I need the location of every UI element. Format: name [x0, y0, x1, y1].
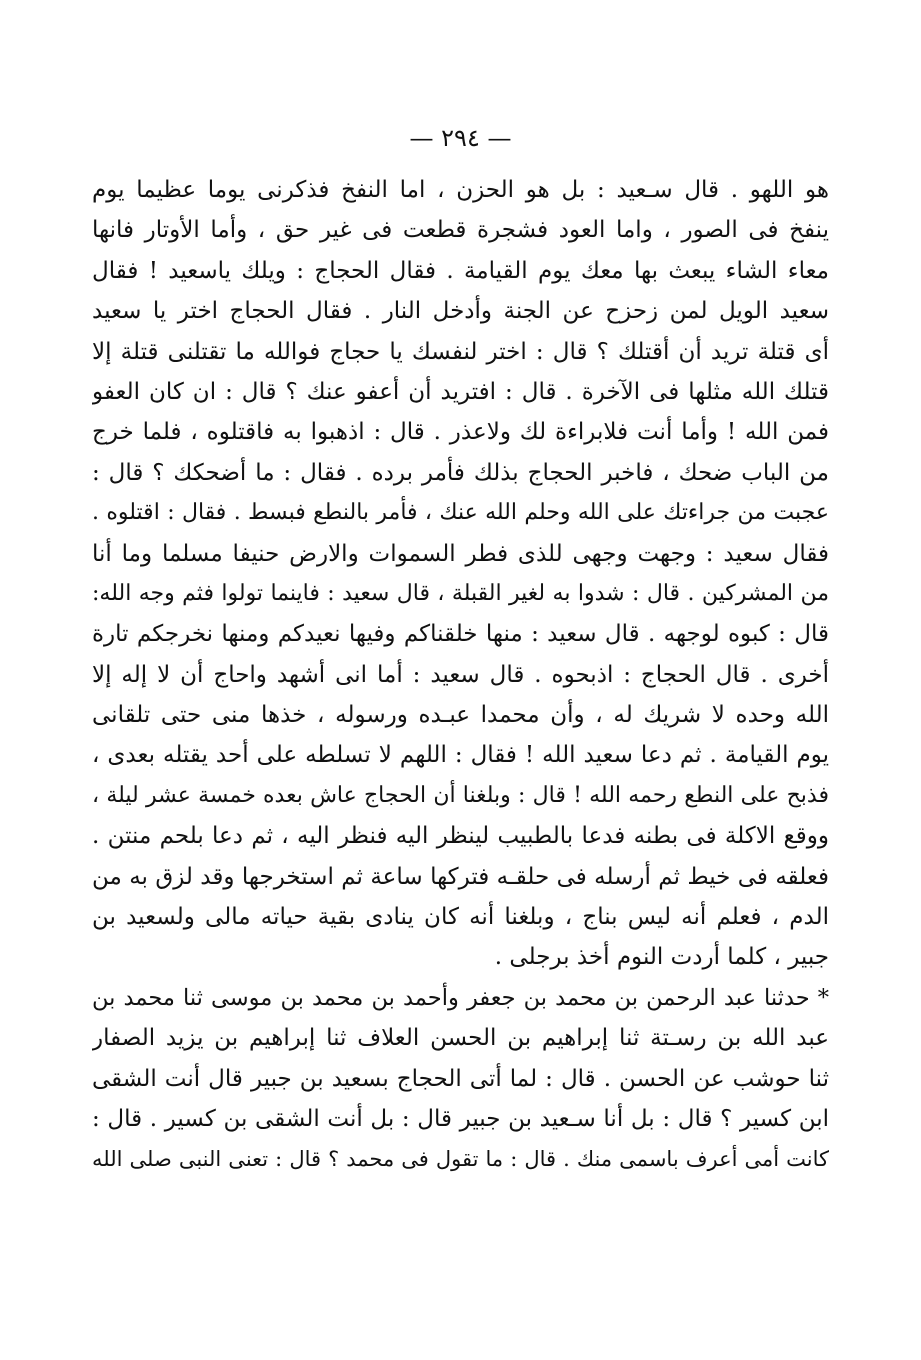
text-line: الدم ، فعلم أنه ليس بناج ، وبلغنا أنه كان ينادى بقية حياته مالى ولسعيد بن: [92, 904, 829, 931]
text-line: سعيد الويل لمن زحزح عن الجنة وأدخل النار . فقال الحجاج اختر يا سعيد: [92, 298, 829, 325]
page-number: — ٢٩٤ —: [409, 124, 512, 152]
text-line: فذبح على النطع رحمه الله ! قال : وبلغنا أن الحجاج عاش بعده خمسة عشر ليلة ،: [92, 782, 829, 808]
text-line: عجبت من جراءتك على الله وحلم الله عنك ، فأمر بالنطع فبسط . فقال : اقتلوه .: [92, 500, 829, 526]
text-line: من الباب ضحك ، فاخبر الحجاج بذلك فأمر برده . فقال : ما أضحكك ؟ قال :: [92, 459, 829, 486]
text-line: جبير ، كلما أردت النوم أخذ برجلى .: [494, 944, 829, 971]
text-line: قتلك الله مثلها فى الآخرة . قال : افتريد أن أعفو عنك ؟ قال : ان كان العفو: [92, 378, 829, 405]
text-line: هو اللهو . قال سـعيد : بل هو الحزن ، اما النفخ فذكرنى يوما عظيما يوم: [92, 177, 829, 203]
text-line: ثنا حوشب عن الحسن . قال : لما أتى الحجاج بسعيد بن جبير قال أنت الشقى: [92, 1065, 829, 1092]
text-line: * حدثنا عبد الرحمن بن محمد بن جعفر وأحمد بن محمد بن موسى ثنا محمد بن: [92, 984, 829, 1011]
text-line: أى قتلة تريد أن أقتلك ؟ قال : اختر لنفسك يا حجاج فوالله ما تقتلنى قتلة إلا: [92, 338, 829, 365]
paragraph-2: [92, 978, 829, 1180]
text-line: أخرى . قال الحجاج : اذبحوه . قال سعيد : أما انى أشهد واحاج أن لا إله إلا: [92, 661, 829, 688]
text-line: فمن الله ! وأما أنت فلابراءة لك ولاعذر . قال : اذهبوا به فاقتلوه ، فلما خرج: [92, 419, 829, 446]
text-line: الله وحده لا شريك له ، وأن محمدا عبـده ورسوله ، خذها منى حتى تلقانى: [92, 702, 829, 729]
paragraph-1: [92, 170, 829, 978]
text-line: قال : كبوه لوجهه . قال سعيد : منها خلقناكم وفيها نعيدكم ومنها نخرجكم تارة: [92, 621, 829, 648]
text-line: عبد الله بن رسـتة ثنا إبراهيم بن الحسن العلاف ثنا إبراهيم بن يزيد الصفار: [92, 1025, 829, 1052]
text-line: يوم القيامة . ثم دعا سعيد الله ! فقال : اللهم لا تسلطه على أحد يقتله بعدى ،: [92, 742, 829, 769]
text-line: كانت أمى أعرف باسمى منك . قال : ما تقول فى محمد ؟ قال : تعنى النبى صلى الله: [92, 1147, 829, 1172]
text-line: ابن كسير ؟ قال : بل أنا سـعيد بن جبير قال : بل أنت الشقى بن كسير . قال :: [92, 1105, 829, 1132]
text-line: ووقع الاكلة فى بطنه فدعا بالطبيب لينظر اليه فنظر اليه ، ثم دعا بلحم منتن .: [92, 823, 829, 850]
text-line: معاء الشاء يبعث بها معك يوم القيامة . فقال الحجاج : ويلك ياسعيد ! فقال: [92, 257, 829, 284]
text-line: فقال سعيد : وجهت وجهى للذى فطر السموات والارض حنيفا مسلما وما أنا: [92, 540, 829, 567]
text-line: من المشركين . قال : شدوا به لغير القبلة ، قال سعيد : فاينما تولوا فثم وجه الله:: [92, 580, 829, 606]
text-line: فعلقه فى خيط ثم أرسله فى حلقـه فتركها ساعة ثم استخرجها وقد لزق به من: [92, 863, 829, 890]
text-line: ينفخ فى الصور ، واما العود فشجرة قطعت فى غير حق ، وأما الأوتار فانها: [92, 217, 829, 244]
